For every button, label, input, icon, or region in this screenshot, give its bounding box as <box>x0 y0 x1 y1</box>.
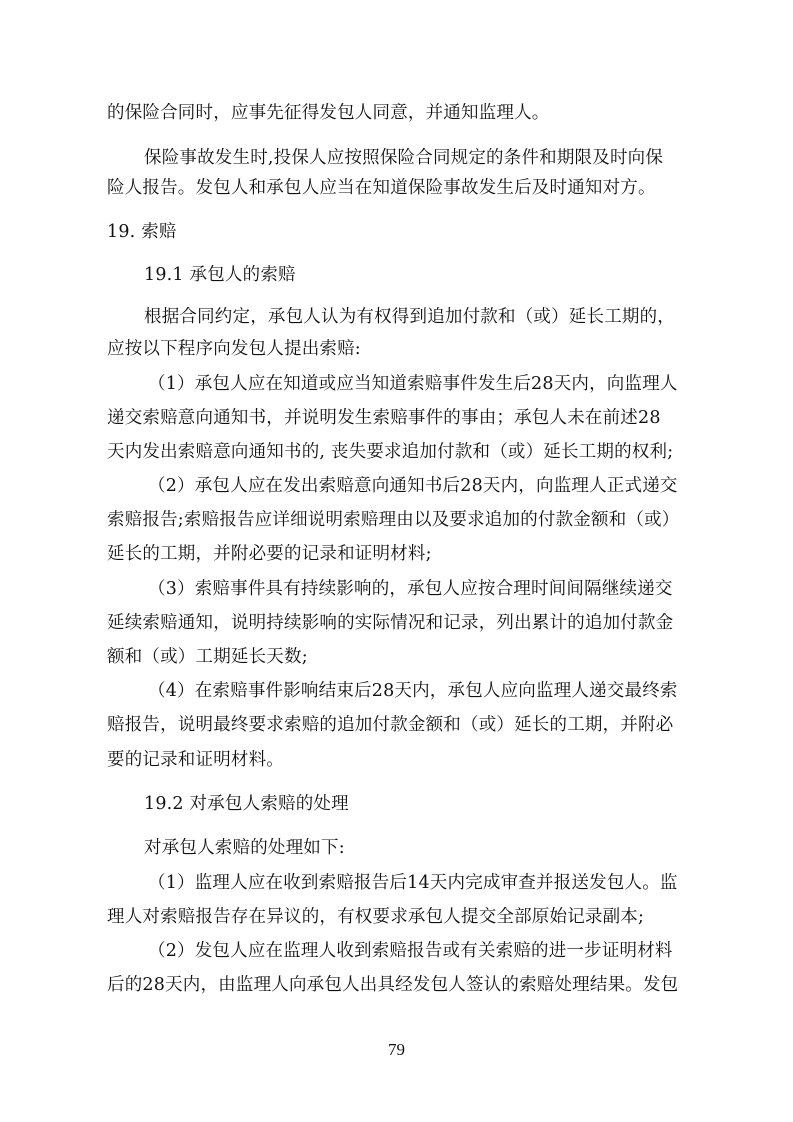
paragraph-line: 对承包人索赔的处理如下: <box>144 838 345 858</box>
list-item-line: 理人对索赔报告存在异议的，有权要求承包人提交全部原始记录副本; <box>107 907 645 927</box>
list-item-line: 递交索赔意向通知书，并说明发生索赔事件的事由；承包人未在前述28 <box>107 408 661 428</box>
list-item-line: （4）在索赔事件影响结束后28天内，承包人应向监理人递交最终索 <box>148 681 678 701</box>
page-number: 79 <box>388 1040 405 1059</box>
subsection-heading: 19.2 对承包人索赔的处理 <box>144 794 349 814</box>
list-item-line: 延长的工期，并附必要的记录和证明材料; <box>107 544 432 564</box>
paragraph-line: 险人报告。发包人和承包人应当在知道保险事故发生后及时通知对方。 <box>107 178 656 198</box>
paragraph-line: 应按以下程序向发包人提出索赔: <box>107 339 361 359</box>
section-heading: 19. 索赔 <box>107 222 177 242</box>
list-item-line: （1）承包人应在知道或应当知道索赔事件发生后28天内，向监理人 <box>148 374 678 394</box>
list-item-line: （2）发包人应在监理人收到索赔报告或有关索赔的进一步证明材料 <box>148 941 673 961</box>
subsection-heading: 19.1 承包人的索赔 <box>144 265 296 285</box>
list-item-line: 索赔报告;索赔报告应详细说明索赔理由以及要求追加的付款金额和（或） <box>107 510 680 530</box>
list-item-line: 天内发出索赔意向通知书的, 丧失要求追加付款和（或）延长工期的权利; <box>107 442 674 462</box>
list-item-line: 赔报告，说明最终要求索赔的追加付款金额和（或）延长的工期，并附必 <box>107 715 674 735</box>
list-item-line: （3）索赔事件具有持续影响的，承包人应按合理时间间隔继续递交 <box>148 579 673 599</box>
list-item-line: 要的记录和证明材料。 <box>107 750 284 770</box>
list-item-line: 延续索赔通知，说明持续影响的实际情况和记录，列出累计的追加付款金 <box>107 613 674 633</box>
list-item-line: （1）监理人应在收到索赔报告后14天内完成审查并报送发包人。监 <box>148 873 678 893</box>
list-item-line: （2）承包人应在发出索赔意向通知书后28天内，向监理人正式递交 <box>148 476 678 496</box>
paragraph-line: 保险事故发生时,投保人应按照保险合同规定的条件和期限及时向保 <box>144 148 664 168</box>
paragraph-line: 的保险合同时，应事先征得发包人同意，并通知监理人。 <box>107 103 550 123</box>
paragraph-line: 根据合同约定，承包人认为有权得到追加付款和（或）延长工期的， <box>144 307 675 327</box>
list-item-line: 额和（或）工期延长天数; <box>107 647 308 667</box>
list-item-line: 后的28天内，由监理人向承包人出具经发包人签认的索赔处理结果。发包 <box>107 975 679 995</box>
